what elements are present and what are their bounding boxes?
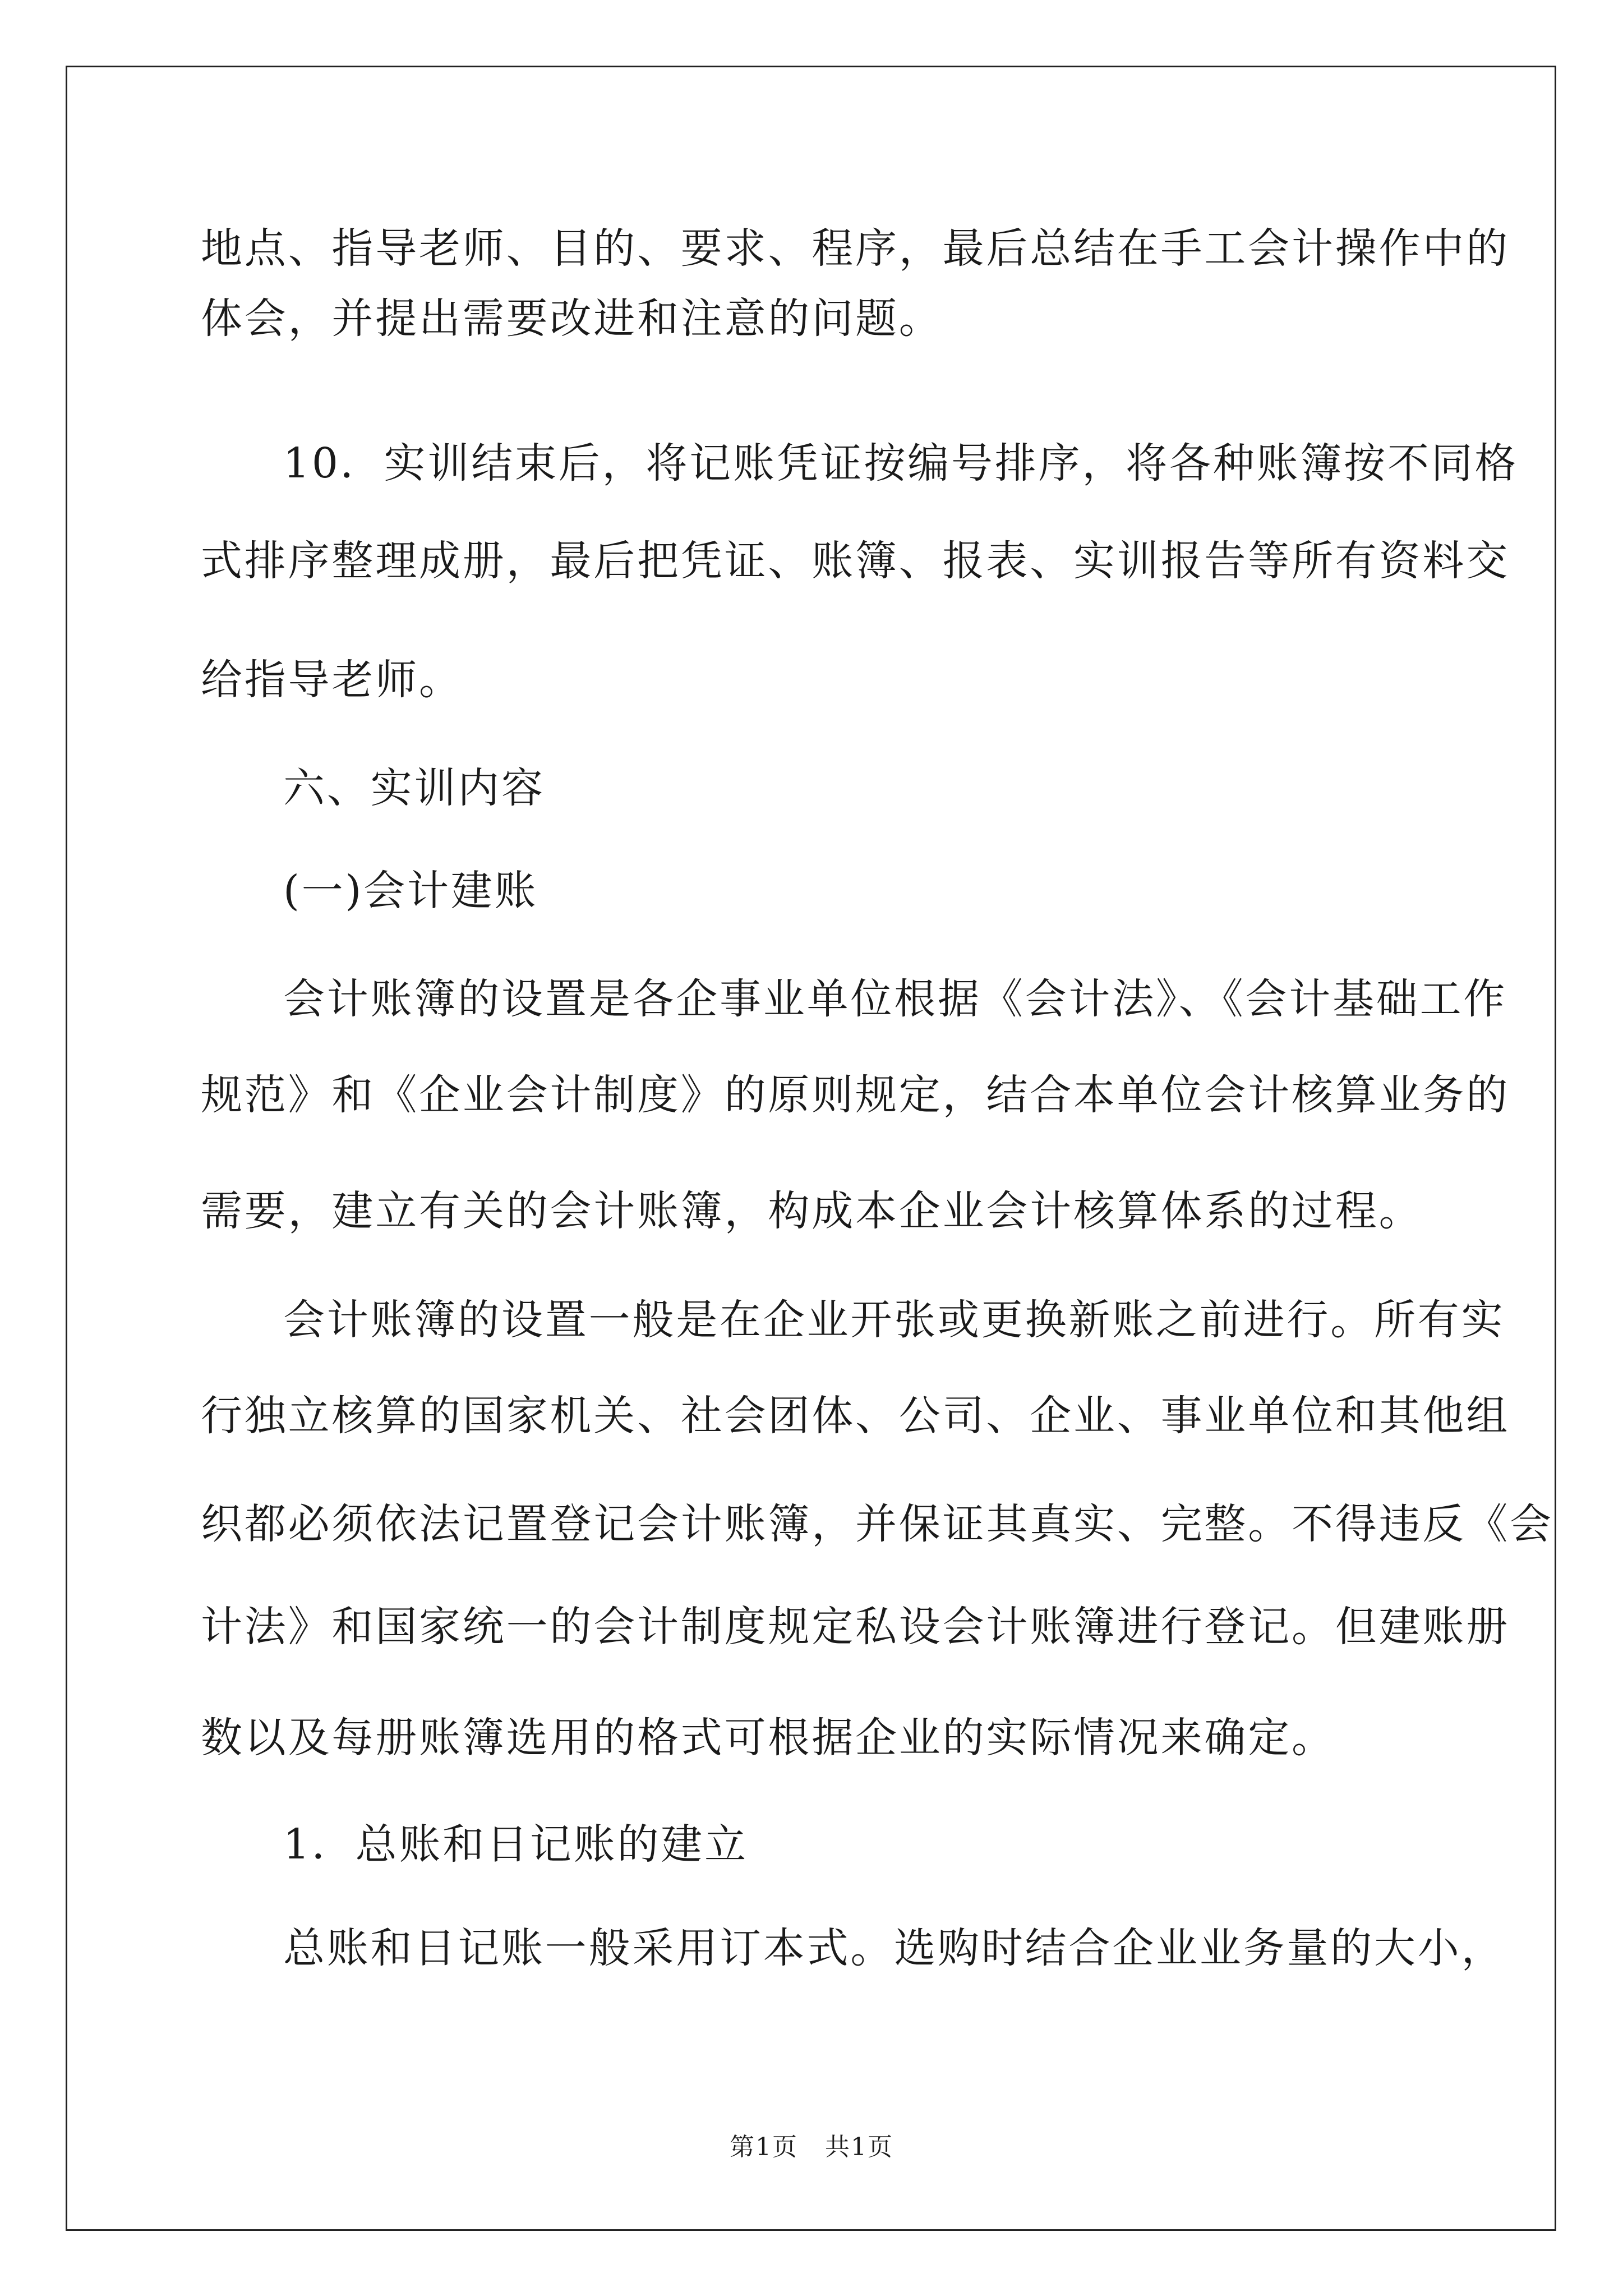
text-line: 规范》和《企业会计制度》的原则规定，结合本单位会计核算业务的 bbox=[201, 1071, 1510, 1119]
text-line: 数以及每册账簿选用的格式可根据企业的实际情况来确定。 bbox=[201, 1714, 1335, 1762]
text-line: 10．实训结束后，将记账凭证按编号排序，将各种账簿按不同格 bbox=[283, 439, 1519, 487]
subsection-heading: 1．总账和日记账的建立 bbox=[283, 1820, 748, 1869]
text-line: 织都必须依法记置登记会计账簿，并保证其真实、完整。不得违反《会 bbox=[201, 1500, 1553, 1548]
text-line: 会计账簿的设置一般是在企业开张或更换新账之前进行。所有实 bbox=[283, 1296, 1505, 1344]
text-line: 会计账簿的设置是各企事业单位根据《会计法》、《会计基础工作 bbox=[283, 975, 1507, 1023]
text-line: 体会，并提出需要改进和注意的问题。 bbox=[201, 295, 943, 343]
page-footer: 第1页 共1页 bbox=[730, 2133, 893, 2161]
text-line: 计法》和国家统一的会计制度规定私设会计账簿进行登记。但建账册 bbox=[201, 1603, 1510, 1651]
text-line: 给指导老师。 bbox=[201, 656, 463, 704]
text-line: 需要，建立有关的会计账簿，构成本企业会计核算体系的过程。 bbox=[201, 1187, 1423, 1235]
text-line: 地点、指导老师、目的、要求、程序，最后总结在手工会计操作中的 bbox=[201, 224, 1510, 273]
text-line: 式排序整理成册，最后把凭证、账簿、报表、实训报告等所有资料交 bbox=[201, 537, 1510, 585]
page-border bbox=[66, 66, 1556, 2231]
text-line: 行独立核算的国家机关、社会团体、公司、企业、事业单位和其他组 bbox=[201, 1392, 1510, 1440]
section-heading: 六、实训内容 bbox=[283, 764, 545, 812]
subsection-heading: (一)会计建账 bbox=[283, 867, 538, 915]
text-line: 总账和日记账一般采用订本式。选购时结合企业业务量的大小， bbox=[283, 1924, 1505, 1972]
